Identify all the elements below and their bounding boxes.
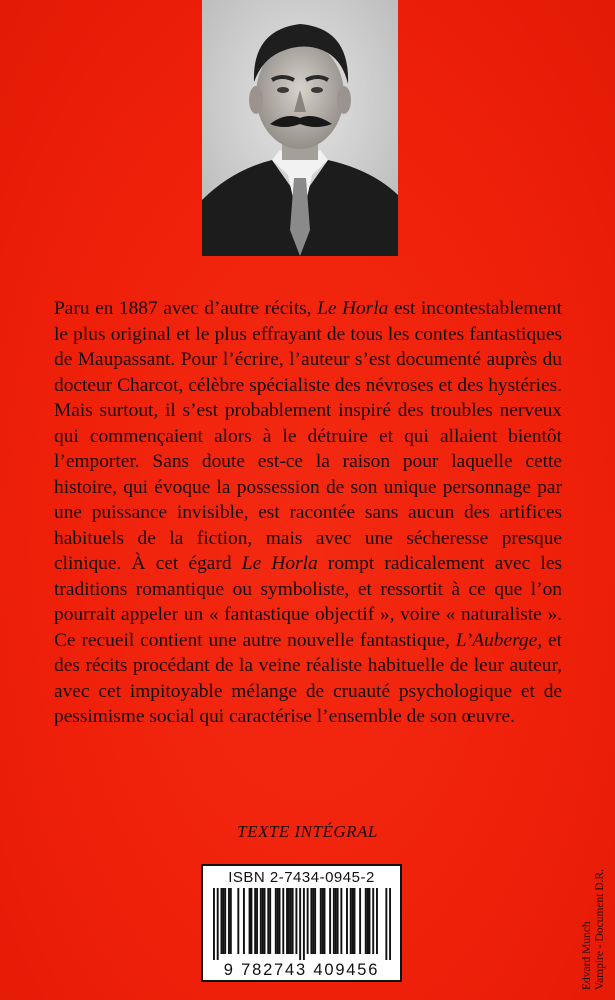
barcode-bar [337,888,339,954]
ean-number: 9 782743 409456 [223,961,380,979]
barcode-bar [324,888,326,954]
barcode-bar [230,888,232,954]
barcode-bar [217,888,219,960]
barcode-bar [322,888,324,954]
barcode-bar [264,888,266,954]
barcode-bar [320,888,322,954]
barcode-bar [275,888,277,954]
barcode-bar [256,888,258,954]
barcode-bar [329,888,331,954]
barcode-bar [269,888,271,954]
barcode-bar [299,888,301,960]
isbn-number: ISBN 2-7434-0945-2 [228,869,375,886]
barcode-bar [222,888,224,954]
isbn-barcode [201,864,402,982]
barcode-bar [372,888,374,954]
barcode-bar [295,888,297,954]
barcode-bar [354,888,356,954]
barcode-bar [389,888,391,960]
blurb-text: Paru en 1887 avec d’autre récits, [54,298,318,319]
barcode-bar [286,888,288,954]
barcode-bar [262,888,264,954]
barcode-bar [307,888,309,954]
barcode-bar [333,888,335,954]
blurb-title-le-horla: Le Horla [241,553,318,574]
barcode-bar [213,888,215,960]
barcode-bar [340,888,342,954]
illustration-credit-document: Vampire - Document D.R. [594,868,606,990]
barcode-bar [369,888,371,954]
barcode-bar [254,888,256,954]
barcode-bar [277,888,279,954]
illustration-credit-artist: Edvard Munch [581,921,593,990]
barcode-bar [303,888,305,960]
blurb-title-auberge: L’Auberge, [455,629,543,651]
barcode-bar [312,888,314,954]
barcode-bar [267,888,269,954]
barcode-bar [292,888,294,954]
blurb-title-le-horla: Le Horla [317,298,389,319]
barcode-bar [359,888,361,954]
portrait-photo-icon [202,0,398,256]
barcode-bar [367,888,369,954]
barcode-bar [243,888,245,954]
barcode-bar [376,888,378,954]
barcode-bar [237,888,239,954]
blurb-text: et des récits procédant de la veine réaliste habituelle de leur auteur, avec cet impitoyable mélange de cruauté psychologique et de pessimisme social qui caractérise l’ensemble de son œuvre. [54,629,563,727]
barcode-bar [335,888,337,954]
barcode-bar [288,888,290,954]
barcode-bar [314,888,316,954]
blurb-text: est incontestablement le plus original et le plus effrayant de tous les contes fantastiques de Maupassant. Pour l’écrire, l’auteur s’est documenté auprès du docteur Charcot, célèbre spécialiste des névroses et des hystéries. Mais surtout, il s’est probablement inspiré des troubles nerveux qui commençaient alors à le détruire et qui allaient bientôt l’emporter. Sans doute est-ce la raison pour laquelle cette histoire, qui évoque la possession de son unique personnage par une puissance invisible, est racontée sans aucun des artifices habituels de la fiction, mais avec une sécheresse presque clinique. À cet égard [54,298,562,574]
barcode-bar [249,888,251,954]
blurb-text: rompt radicalement avec les traditions romantique ou symboliste, et ressortit à ce que l’on pourrait appeler un « fantastique objectif », voire « naturaliste ». Ce recueil contient une autre nouvelle fantastique, [54,553,562,651]
texte-integral-label: TEXTE INTÉGRAL [237,822,378,841]
barcode-bar [224,888,226,954]
barcode-bar [282,888,284,954]
barcode-bar [279,888,281,954]
barcode-bar [310,888,312,954]
barcode-bar [365,888,367,954]
author-portrait [202,0,398,256]
barcode-bar [346,888,348,954]
barcode-bar [250,888,252,954]
barcode-bar [385,888,387,960]
barcode-bar [290,888,292,954]
barcode-bar [350,888,352,954]
barcode-bar [220,888,222,954]
barcode-bar [260,888,262,954]
back-cover-blurb [54,296,562,730]
barcode-bars-icon [213,888,391,960]
barcode-bar [352,888,354,954]
barcode-bar [228,888,230,954]
